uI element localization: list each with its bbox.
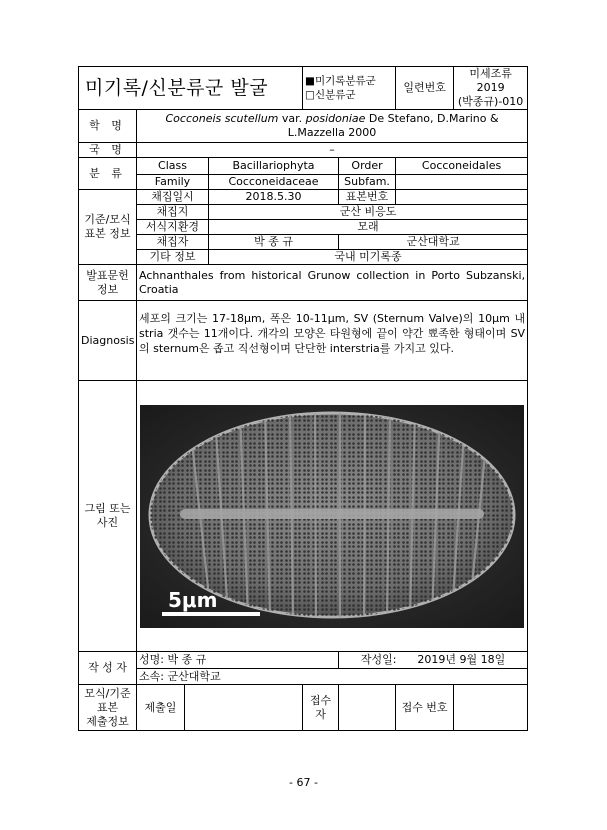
collection-date-value: 2018.5.30: [209, 190, 339, 205]
specimen-number-label: 표본번호: [339, 190, 396, 205]
habitat-value: 모래: [209, 220, 528, 235]
author-name: 성명: 박 종 규: [137, 652, 339, 669]
author-date-label: 작성일:: [360, 653, 397, 666]
serial-value-line2: (박종규)-010: [457, 95, 524, 108]
serial-value-line1: 미세조류2019: [469, 67, 512, 94]
author-label: 작 성 자: [79, 652, 137, 685]
author-date-value: 2019년 9월 18일: [417, 653, 506, 666]
authors-line2: L.Mazzella 2000: [287, 126, 377, 139]
figure-label: [79, 381, 137, 652]
korean-name-value: –: [137, 143, 528, 158]
figure-cell: [137, 381, 528, 652]
diagnosis-text: 세포의 크기는 17-18μm, 폭은 10-11μm, SV (Sternum Valve)의 10μm 내 stria 갯수는 11개이다. 개각의 모양은 타원형에 끝이 약간 뾰족한 형태이며 SV의 sternum은 좁고 직선형이며 단단한 interstria를 가지고 있다.: [137, 301, 528, 381]
specimen-info-label-line2: 표본 정보: [84, 227, 131, 240]
record-type-checkboxes: [303, 67, 396, 110]
publication-label-line1: 발표문헌: [86, 268, 129, 282]
order-label: Order: [339, 158, 396, 175]
form-title: 미기록/신분류군 발굴: [79, 67, 303, 110]
specimen-number-value: [396, 190, 528, 205]
submission-label-line3: 제출정보: [86, 714, 129, 728]
receipt-number-label: 접수 번호: [396, 685, 454, 731]
receipt-number-value: [454, 685, 528, 731]
specimen-info-label-line1: 기준/모식: [84, 213, 131, 226]
publication-line1: Achnanthales from historical Grunow collection in Porto Subzanski,: [139, 268, 526, 282]
collection-site-label: 채집지: [137, 205, 209, 220]
subfamily-value: [396, 175, 528, 190]
submission-label-line1: 모식/기준: [84, 686, 131, 700]
other-info-label: 기타 정보: [137, 250, 209, 265]
checkbox-new-taxon: □신분류군: [305, 89, 356, 101]
scientific-name-label: 학 명: [79, 110, 137, 143]
submit-date-value: [185, 685, 303, 731]
diagnosis-label: Diagnosis: [79, 301, 137, 381]
species-name: Cocconeis scutellum: [165, 112, 279, 125]
submission-label: [79, 685, 137, 731]
order-value: Cocconeidales: [396, 158, 528, 175]
page-number: - 67 -: [289, 776, 318, 789]
class-value: Bacillariophyta: [209, 158, 339, 175]
receiver-label: 접수자: [303, 685, 339, 731]
collector-affiliation: 군산대학교: [339, 235, 528, 250]
classification-label: 분 류: [79, 158, 137, 190]
publication-label: [79, 265, 137, 301]
other-info-value: 국내 미기록종: [209, 250, 528, 265]
scale-bar-line: [162, 612, 260, 616]
figure-label-line1: 그림 또는: [84, 502, 131, 515]
scientific-name-value: [137, 110, 528, 143]
family-value: Cocconeidaceae: [209, 175, 339, 190]
figure-label-line2: 사진: [96, 516, 119, 529]
korean-name-label: 국 명: [79, 143, 137, 158]
submission-label-line2: 표본: [96, 700, 119, 714]
class-label: Class: [137, 158, 209, 175]
specimen-form: [78, 66, 527, 731]
checkbox-unrecorded: ■미기록분류군: [305, 75, 376, 87]
variety-name: posidoniae: [305, 112, 366, 125]
habitat-label: 서식지환경: [137, 220, 209, 235]
receiver-value: [339, 685, 396, 731]
collector-value: 박 종 규: [209, 235, 339, 250]
form-table: [78, 66, 528, 731]
submit-date-label: 제출일: [137, 685, 185, 731]
family-label: Family: [137, 175, 209, 190]
publication-value: [137, 265, 528, 301]
diatom-sem-image: [140, 405, 524, 628]
subfamily-label: Subfam.: [339, 175, 396, 190]
scale-bar-label: 5μm: [168, 587, 218, 612]
publication-line2: Croatia: [139, 282, 179, 296]
publication-label-line2: 정보: [96, 282, 119, 296]
serial-value: [454, 67, 528, 110]
authors-line1: De Stefano, D.Marino &: [365, 112, 499, 125]
var-text: var.: [278, 112, 306, 125]
collection-date-label: 채집일시: [137, 190, 209, 205]
collection-site-value: 군산 비응도: [209, 205, 528, 220]
collector-label: 채집자: [137, 235, 209, 250]
author-date: [339, 652, 528, 669]
author-affiliation: 소속: 군산대학교: [137, 669, 528, 685]
serial-label: 일련번호: [396, 67, 454, 110]
specimen-info-label: [79, 190, 137, 265]
